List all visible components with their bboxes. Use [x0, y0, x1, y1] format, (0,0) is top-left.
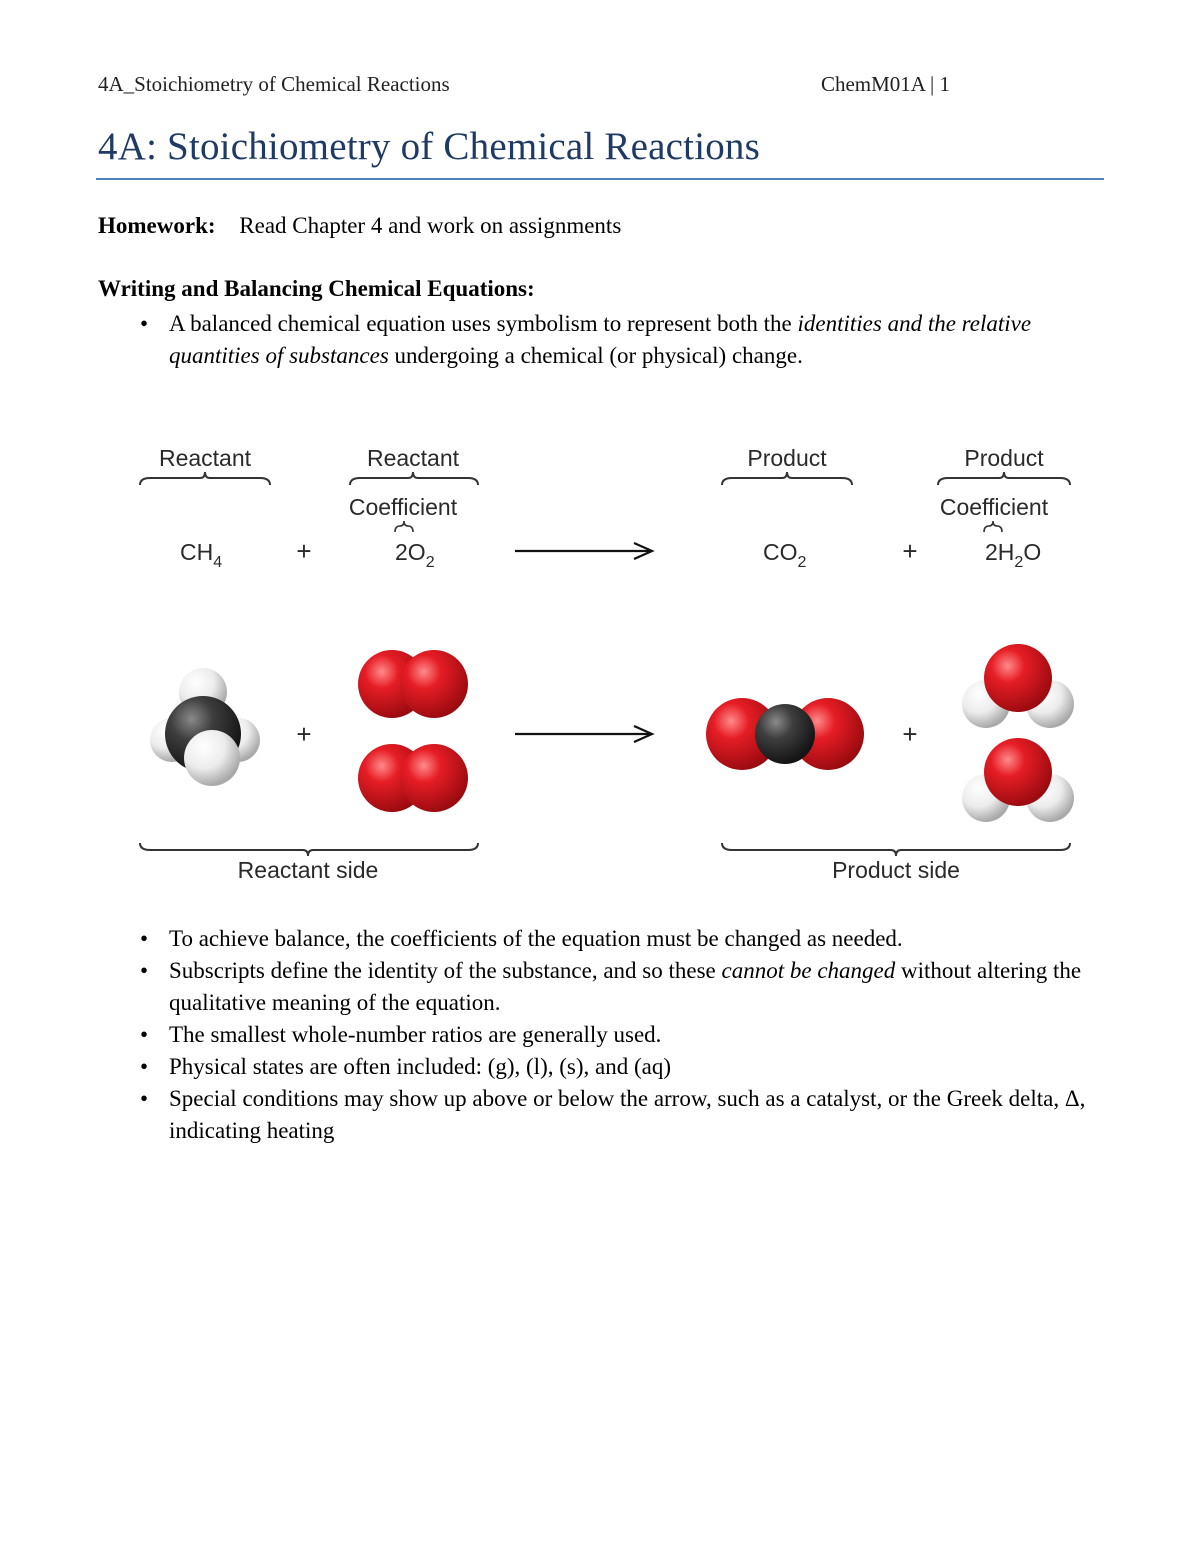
bullet-item [134, 1019, 1109, 1051]
homework-line [98, 213, 621, 239]
formula-ch4-subscript: 4 [213, 554, 223, 571]
plus-sign: + [902, 536, 918, 566]
carbon-dioxide-molecule-icon [706, 698, 864, 770]
methane-molecule-icon [150, 668, 260, 786]
title-divider [96, 178, 1104, 180]
header-document-title: 4A_Stoichiometry of Chemical Reactions [98, 72, 450, 96]
oxygen-molecule-icon [358, 650, 468, 718]
label-product: Product [964, 445, 1044, 471]
page-title: 4A: Stoichiometry of Chemical Reactions [98, 125, 761, 168]
plus-sign: + [902, 719, 918, 749]
brace-product [938, 472, 1070, 485]
bullet-glyph: • [139, 1086, 149, 1111]
reaction-diagram [120, 430, 1100, 900]
bullet-text-emphasis: identities and the relative quantities of substances [169, 311, 1032, 368]
bullet-text-part: undergoing a chemical (or physical) change. [388, 343, 803, 368]
running-header [98, 72, 950, 102]
formula-co2 [763, 539, 807, 571]
brace-reactant [350, 472, 478, 485]
formula-h2o [985, 539, 1041, 571]
brace-coefficient [984, 521, 1002, 532]
label-reactant: Reactant [158, 445, 252, 471]
formula-co2-symbol: CO [763, 539, 798, 565]
bullet-item [134, 1083, 1109, 1147]
plus-sign: + [296, 719, 312, 749]
oxygen-molecule-icon [358, 744, 468, 812]
brace-product-side [722, 843, 1070, 856]
bullet-glyph: • [139, 311, 149, 336]
label-coefficient: Coefficient [939, 494, 1049, 520]
formula-o2-coefficient: 2 [395, 539, 408, 565]
bullet-glyph: • [139, 926, 149, 951]
reaction-arrow [515, 543, 652, 559]
bullet-text: Physical states are often included: (g), (l), (s), and (aq) [169, 1054, 671, 1079]
formula-o2-symbol: O [407, 539, 426, 565]
section-heading: Writing and Balancing Chemical Equations: [98, 276, 535, 301]
bullet-item [134, 1051, 1109, 1083]
homework-label: Homework: [98, 213, 216, 238]
label-product: Product [747, 445, 827, 471]
formula-ch4-symbol: CH [180, 539, 214, 565]
bullet-glyph: • [139, 1022, 149, 1047]
plus-sign: + [296, 536, 312, 566]
rules-bullet-list [134, 923, 1109, 1147]
bullet-text-emphasis: cannot be changed [721, 958, 896, 983]
bullet-item [134, 923, 1109, 955]
reaction-arrow [515, 726, 652, 742]
label-reactant: Reactant [366, 445, 460, 471]
formula-h2o-subscript: 2 [1014, 554, 1024, 571]
formula-h2o-hydrogen: H [997, 539, 1015, 565]
water-molecule-icon [962, 738, 1074, 822]
brace-product [722, 472, 852, 485]
formula-h2o-coefficient: 2 [985, 539, 998, 565]
formula-o2 [395, 539, 435, 571]
intro-bullet-list [134, 308, 1084, 372]
bullet-text: To achieve balance, the coefficients of the equation must be changed as needed. [169, 926, 903, 951]
bullet-text: Special conditions may show up above or below the arrow, such as a catalyst, or the Greek delta, Δ, indicating heating [169, 1086, 1086, 1143]
bullet-glyph: • [139, 958, 149, 983]
brace-coefficient [395, 521, 413, 532]
bullet-text: The smallest whole-number ratios are generally used. [169, 1022, 662, 1047]
bullet-glyph: • [139, 1054, 149, 1079]
bullet-text-part: Subscripts define the identity of the substance, and so these [169, 958, 722, 983]
bullet-text-part: A balanced chemical equation uses symbolism to represent both the [169, 311, 798, 336]
formula-o2-subscript: 2 [425, 554, 435, 571]
label-reactant-side: Reactant side [237, 857, 379, 883]
brace-reactant [140, 472, 270, 485]
label-product-side: Product side [832, 857, 960, 883]
bullet-text-part: without altering the qualitative meaning of the equation. [169, 958, 1082, 1015]
formula-co2-subscript: 2 [797, 554, 807, 571]
brace-reactant-side [140, 843, 478, 856]
header-page-number: ChemM01A | 1 [820, 72, 950, 96]
homework-text: Read Chapter 4 and work on assignments [239, 213, 622, 238]
bullet-item [134, 955, 1109, 1019]
formula-h2o-oxygen: O [1023, 539, 1042, 565]
bullet-item [134, 308, 1084, 372]
water-molecule-icon [962, 644, 1074, 728]
formula-ch4 [180, 539, 222, 571]
label-coefficient: Coefficient [348, 494, 458, 520]
